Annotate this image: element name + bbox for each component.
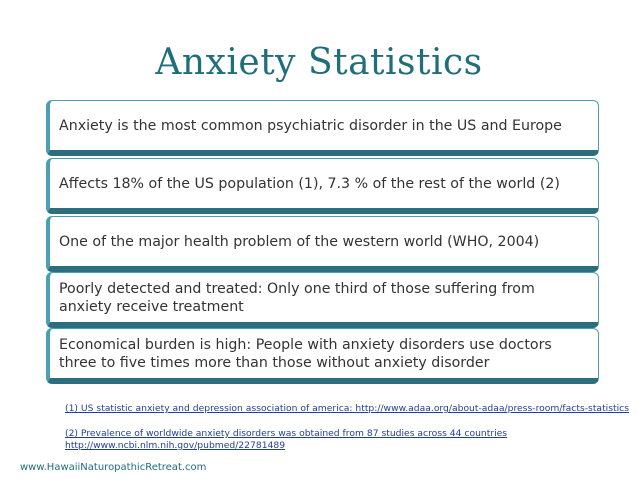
- reference-link-2-url[interactable]: http://www.ncbi.nlm.nih.gov/pubmed/22781489: [65, 440, 286, 451]
- bullet-box: [46, 272, 599, 328]
- bullet-text: Economical burden is high: People with anxiety disorders use doctors three to five times more than those without anxiety disorder: [59, 336, 552, 371]
- bullet-text: Anxiety is the most common psychiatric disorder in the US and Europe: [59, 117, 562, 134]
- bullet-box: [46, 328, 599, 384]
- reference-link-2[interactable]: (2) Prevalence of worldwide anxiety disorders was obtained from 87 studies across 44 countries: [65, 428, 508, 439]
- bullet-text: One of the major health problem of the western world (WHO, 2004): [59, 233, 540, 250]
- bullet-text: Affects 18% of the US population (1), 7.3 % of the rest of the world (2): [59, 175, 560, 192]
- bullet-box: [46, 158, 599, 214]
- slide-title: Anxiety Statistics: [155, 42, 483, 83]
- bullet-box: [46, 216, 599, 272]
- bullet-text: Poorly detected and treated: Only one third of those suffering from anxiety receive treatment: [59, 280, 535, 315]
- reference-link-1[interactable]: (1) US statistic anxiety and depression association of america: http://www.adaa.org/about-adaa/press-room/facts-statistics: [65, 403, 630, 414]
- bullet-box: [46, 100, 599, 156]
- footer-website: www.HawaiiNaturopathicRetreat.com: [20, 462, 207, 473]
